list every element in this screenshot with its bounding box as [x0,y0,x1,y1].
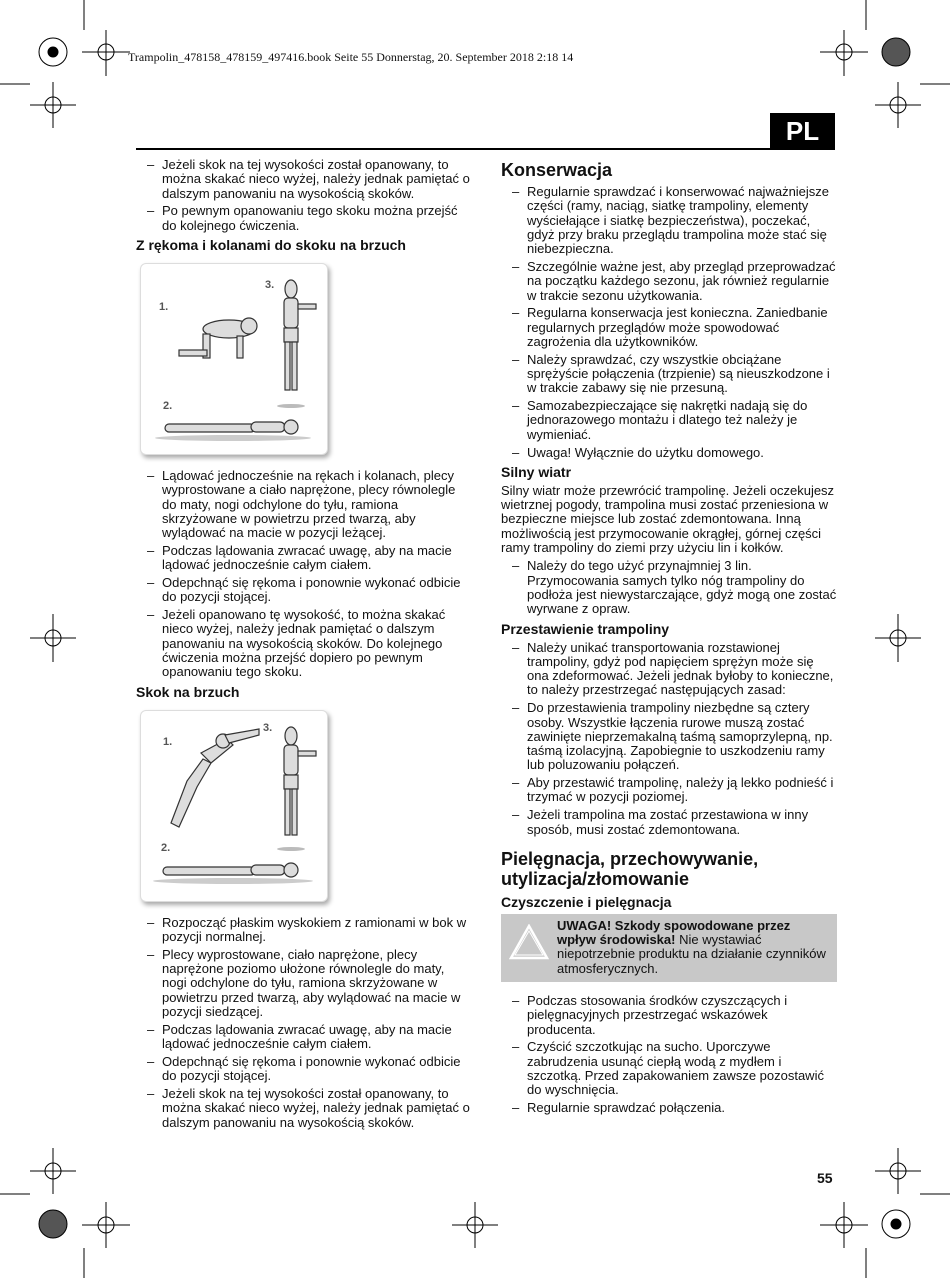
list-item: – Należy sprawdzać, czy wszystkie obciążane sprężyście połączenia (trzpienie) są nieuszkodzone i w trakcie zabawy się nie przesuną. [501,353,837,396]
list-item: – Do przestawienia trampoliny niezbędne są cztery osoby. Wszystkie łączenia rurowe muszą zostać zawinięte nieprzemakalną taśmą samoprzylepną, np. taśmą izolacyjną. Zapobiegnie to uszkodzeniu ramy lub poluzowaniu połączeń. [501,701,837,772]
wiatr-list [501,559,837,616]
list-item: – Podczas stosowania środków czyszczących i pielęgnacyjnych przestrzegać wskazówek producenta. [501,994,837,1037]
list-item: – Aby przestawić trampolinę, należy ją lekko podnieść i trzymać w pozycji poziomej. [501,776,837,805]
list-item: – Samozabezpieczające się nakrętki nadają się do jednorazowego montażu i dlatego też należy je wymieniać. [501,399,837,442]
figure-label-2: 2. [161,841,171,854]
figure-label-1: 1. [159,300,169,313]
list-item: – Podczas lądowania zwracać uwagę, aby na macie lądować jednocześnie całym ciałem. [136,544,470,573]
section-heading-konserwacja: Konserwacja [501,160,613,180]
list-item: – Regularna konserwacja jest konieczna. Zaniedbanie regularnych przeglądów może spowodować zagrożenia dla użytkowników. [501,306,837,349]
list-item: – Lądować jednocześnie na rękach i kolanach, plecy wyprostowane a ciało naprężone, plecy równolegle do maty, nogi odchylone do tyłu, ramiona skrzyżowane w powietrzu przed twarzą, aby wylądować na macie w pozycji leżącej. [136,469,470,540]
list-item: – Podczas lądowania zwracać uwagę, aby na macie lądować jednocześnie całym ciałem. [136,1023,470,1052]
list-item: – Należy unikać transportowania rozstawionej trampoliny, gdyż pod napięciem sprężyn może się ona zdeformować. Jeżeli jednak byłoby to konieczne, to należy przestrzegać następujących zasad: [501,641,837,698]
list-item: – Jeżeli opanowano tę wysokość, to można skakać nieco wyżej, należy jednak pamiętać o dalszym panowaniu na wysokością skoków. Do kolejnego ćwiczenia można przejść dopiero po pewnym opanowaniu tego skoku. [136,608,470,679]
belly-jump-list [136,916,470,1130]
intro-list [136,158,470,233]
list-item: – Jeżeli skok na tej wysokości został opanowany, to można skakać nieco wyżej, należy jednak pamiętać o dalszym panowaniu na wysokością skoków. [136,158,470,201]
warning-text: Nie wystawiać niepotrzebnie produktu na działanie czynników atmosferycznych. [557,932,826,976]
language-tab: PL [770,113,835,150]
figure-label-3: 3. [265,278,275,291]
list-item: – Po pewnym opanowaniu tego skoku można przejść do kolejnego ćwiczenia. [136,204,470,233]
page-number: 55 [817,1170,833,1186]
figure-label-1: 1. [163,735,173,748]
section-heading-pielegnacja: Pielęgnacja, przechowywanie, utylizacja/złomowanie [501,848,759,889]
list-item: – Jeżeli skok na tej wysokości został opanowany, to można skakać nieco wyżej, należy jednak pamiętać o dalszym panowaniu na wysokością skoków. [136,1087,470,1130]
section-heading-hands-knees: Z rękoma i kolanami do skoku na brzuch [136,236,406,253]
illustration-hands-knees-jump [140,263,328,455]
list-item: – Regularnie sprawdzać i konserwować najważniejsze części (ramy, naciąg, siatkę trampoliny, elementy wyściełające i siatkę bezpieczeństwa), poczekać, gdyż przy braku przeglądu trampolina może stać się niebezpieczna. [501,185,837,256]
list-item: – Szczególnie ważne jest, aby przegląd przeprowadzać na początku każdego sezonu, jak również regularnie w trakcie sezonu użytkowania. [501,260,837,303]
list-item: – Odepchnąć się rękoma i ponownie wykonać odbicie do pozycji stojącej. [136,1055,470,1084]
list-item: – Odepchnąć się rękoma i ponownie wykonać odbicie do pozycji stojącej. [136,576,470,605]
subheading-czyszczenie: Czyszczenie i pielęgnacja [501,893,672,910]
left-column [136,158,470,1134]
figure-label-3: 3. [263,721,273,734]
list-item: – Uwaga! Wyłącznie do użytku domowego. [501,446,837,460]
list-item: – Należy do tego użyć przynajmniej 3 lin. Przymocowania samych tylko nóg trampoliny do podłoża jest niewystarczające, gdyż mogą one zostać wyrwane z opraw. [501,559,837,616]
hands-knees-list [136,469,470,680]
warning-triangle-icon [509,924,549,960]
list-item: – Plecy wyprostowane, ciało naprężone, plecy naprężone poziomo ułożone równolegle do maty, nogi odchylone do tyłu, ramiona skrzyżowane w powietrzu przed twarzą, aby wylądować na macie w pozycji siedzącej. [136,948,470,1019]
warning-box [501,914,837,982]
list-item: – Jeżeli trampolina ma zostać przestawiona w inny sposób, musi zostać zdemontowana. [501,808,837,837]
subheading-przestawienie: Przestawienie trampoliny [501,620,670,637]
list-item: – Czyścić szczotkując na sucho. Uporczywe zabrudzenia usunąć ciepłą wodą z mydłem i szczotką. Przed zapakowaniem zawsze pozostawić do wyschnięcia. [501,1040,837,1097]
wiatr-paragraph: Silny wiatr może przewrócić trampolinę. Jeżeli oczekujesz wietrznej pogody, trampolina musi zostać przeniesiona w bezpieczne miejsce lub zostać zdemontowana. Inną możliwością jest przymocowanie okrągłej, górnej części ramy trampoliny do ziemi przy użyciu lin i kołków. [501,482,835,556]
list-item: – Rozpocząć płaskim wyskokiem z ramionami w bok w pozycji normalnej. [136,916,470,945]
illustration-belly-jump [140,710,328,902]
konserwacja-list [501,185,837,460]
czyszczenie-list [501,994,837,1115]
print-slug-line: Trampolin_478158_478159_497416.book Seite 55 Donnerstag, 20. September 2018 2:18 14 [128,50,574,64]
header-rule [136,148,770,150]
warning-title: UWAGA! Szkody spowodowane przez wpływ środowiska! [557,917,791,948]
list-item: – Regularnie sprawdzać połączenia. [501,1101,837,1115]
right-column [501,158,837,1119]
subheading-silny-wiatr: Silny wiatr [501,463,572,480]
section-heading-belly-jump: Skok na brzuch [136,683,240,700]
przestawienie-list [501,641,837,837]
figure-label-2: 2. [163,399,173,412]
